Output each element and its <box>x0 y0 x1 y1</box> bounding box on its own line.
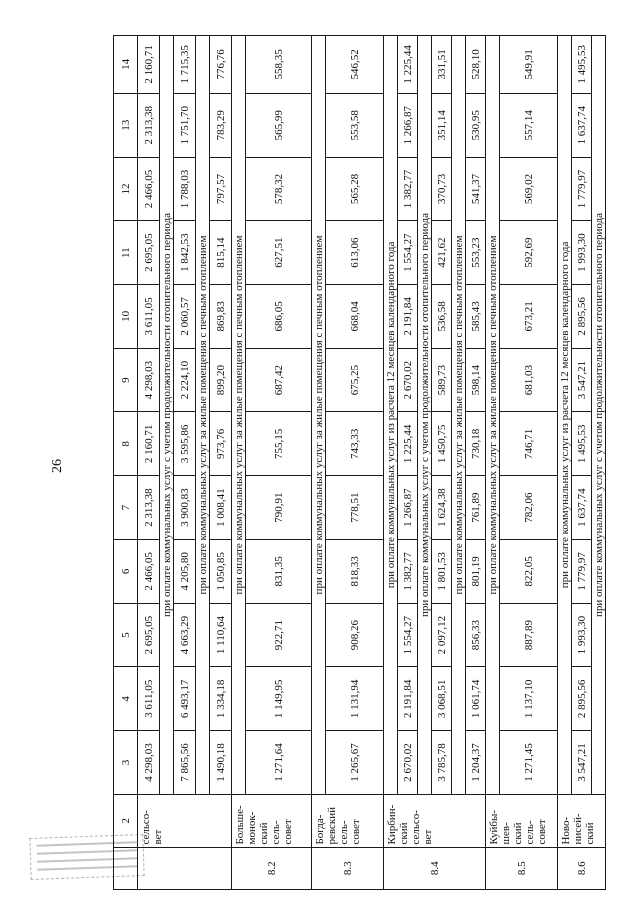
value-cell: 818,33 <box>326 539 384 603</box>
value-cell: 2 895,56 <box>572 667 592 731</box>
value-cell: 1 008,41 <box>210 476 232 540</box>
column-number: 12 <box>114 157 138 221</box>
value-cell: 2 191,84 <box>398 667 418 731</box>
note-row-text: при оплате коммунальных услуг из расчета 12 месяцев календарного года <box>384 36 398 795</box>
value-cell: 1 061,74 <box>466 667 486 731</box>
note-row <box>486 36 500 890</box>
column-number: 3 <box>114 731 138 795</box>
value-cell: 1 265,67 <box>326 731 384 795</box>
value-cell: 1 495,53 <box>572 36 592 94</box>
value-cell: 1 801,53 <box>432 539 452 603</box>
value-cell: 746,71 <box>500 412 558 476</box>
value-cell: 1 382,77 <box>398 157 418 221</box>
value-cell: 797,57 <box>210 157 232 221</box>
value-cell: 541,37 <box>466 157 486 221</box>
table-row <box>572 36 592 890</box>
column-number: 8 <box>114 412 138 476</box>
value-cell: 3 785,78 <box>432 731 452 795</box>
row-number-cell <box>138 847 232 889</box>
value-cell: 2 160,71 <box>138 36 160 94</box>
value-cell: 1 554,27 <box>398 221 418 285</box>
value-cell: 1 131,94 <box>326 667 384 731</box>
value-cell: 1 204,37 <box>466 731 486 795</box>
value-cell: 1 137,10 <box>500 667 558 731</box>
value-cell: 1 450,75 <box>432 412 452 476</box>
value-cell: 908,26 <box>326 603 384 667</box>
value-cell: 370,73 <box>432 157 452 221</box>
table-row <box>432 36 452 890</box>
table-row <box>246 36 312 890</box>
note-row <box>418 36 432 890</box>
value-cell: 1 637,74 <box>572 93 592 157</box>
value-cell: 776,76 <box>210 36 232 94</box>
value-cell: 589,73 <box>432 348 452 412</box>
value-cell: 856,33 <box>466 603 486 667</box>
value-cell: 761,89 <box>466 476 486 540</box>
value-cell: 1 637,74 <box>572 476 592 540</box>
value-cell: 899,20 <box>210 348 232 412</box>
value-cell: 557,14 <box>500 93 558 157</box>
settlement-name: Куйбы- шев- ский сель- совет <box>486 794 558 847</box>
note-row-text: при оплате коммунальных услуг за жилые помещения с печным отоплением <box>312 36 326 795</box>
value-cell: 675,25 <box>326 348 384 412</box>
note-row-text: при оплате коммунальных услуг за жилые помещения с печным отоплением <box>196 36 210 795</box>
value-cell: 421,62 <box>432 221 452 285</box>
value-cell: 2 313,38 <box>138 93 160 157</box>
value-cell: 1 050,85 <box>210 539 232 603</box>
value-cell: 922,71 <box>246 603 312 667</box>
value-cell: 3 547,21 <box>572 731 592 795</box>
value-cell: 3 611,05 <box>138 285 160 349</box>
value-cell: 1 624,38 <box>432 476 452 540</box>
header-row <box>114 36 138 890</box>
value-cell: 869,83 <box>210 285 232 349</box>
value-cell: 1 842,53 <box>174 221 196 285</box>
row-number-cell: 8.3 <box>312 847 384 889</box>
value-cell: 549,91 <box>500 36 558 94</box>
page-number: 26 <box>50 459 65 473</box>
value-cell: 627,51 <box>246 221 312 285</box>
value-cell: 585,43 <box>466 285 486 349</box>
table-row <box>326 36 384 890</box>
value-cell: 546,52 <box>326 36 384 94</box>
note-row <box>160 36 174 890</box>
value-cell: 553,58 <box>326 93 384 157</box>
value-cell: 2 097,12 <box>432 603 452 667</box>
value-cell: 673,21 <box>500 285 558 349</box>
value-cell: 1 110,64 <box>210 603 232 667</box>
value-cell: 1 715,35 <box>174 36 196 94</box>
note-row-text: при оплате коммунальных услуг за жилые помещения с печным отоплением <box>452 36 466 795</box>
value-cell: 686,05 <box>246 285 312 349</box>
value-cell: 2 895,56 <box>572 285 592 349</box>
column-number: 13 <box>114 93 138 157</box>
value-cell: 4 298,03 <box>138 731 160 795</box>
value-cell: 7 865,56 <box>174 731 196 795</box>
value-cell: 592,69 <box>500 221 558 285</box>
note-row-text: при оплате коммунальных услуг с учетом продолжительности отопительного периода <box>160 36 174 795</box>
value-cell: 2 466,05 <box>138 157 160 221</box>
value-cell: 1 334,18 <box>210 667 232 731</box>
value-cell: 1 271,64 <box>246 731 312 795</box>
value-cell: 1 751,70 <box>174 93 196 157</box>
value-cell: 2 670,02 <box>398 348 418 412</box>
value-cell: 613,06 <box>326 221 384 285</box>
value-cell: 1 495,53 <box>572 412 592 476</box>
value-cell: 3 611,05 <box>138 667 160 731</box>
value-cell: 1 149,95 <box>246 667 312 731</box>
value-cell: 790,91 <box>246 476 312 540</box>
value-cell: 1 271,45 <box>500 731 558 795</box>
column-number: 9 <box>114 348 138 412</box>
column-number: 7 <box>114 476 138 540</box>
value-cell: 1 554,27 <box>398 603 418 667</box>
value-cell: 1 382,77 <box>398 539 418 603</box>
value-cell: 2 060,57 <box>174 285 196 349</box>
settlement-name: Больше- монок- ский сель- совет <box>232 794 312 847</box>
value-cell: 1 490,18 <box>210 731 232 795</box>
value-cell: 2 313,38 <box>138 476 160 540</box>
value-cell: 3 595,86 <box>174 412 196 476</box>
value-cell: 3 900,83 <box>174 476 196 540</box>
column-number: 2 <box>114 794 138 847</box>
value-cell: 2 670,02 <box>398 731 418 795</box>
value-cell: 1 788,03 <box>174 157 196 221</box>
tariff-table <box>113 35 606 890</box>
value-cell: 778,51 <box>326 476 384 540</box>
note-row <box>232 36 246 890</box>
note-row-text: при оплате коммунальных услуг с учетом продолжительности отопительного периода <box>418 36 432 795</box>
note-row-text: при оплате коммунальных услуг из расчета 12 месяцев календарного года <box>558 36 572 795</box>
note-row <box>558 36 572 890</box>
table-row <box>466 36 486 890</box>
table-row <box>138 36 160 890</box>
value-cell: 4 298,03 <box>138 348 160 412</box>
value-cell: 565,28 <box>326 157 384 221</box>
column-number: 6 <box>114 539 138 603</box>
value-cell: 687,42 <box>246 348 312 412</box>
note-row <box>592 36 606 890</box>
note-row-text: при оплате коммунальных услуг за жилые помещения с печным отоплением <box>232 36 246 795</box>
row-number-cell: 8.5 <box>486 847 558 889</box>
value-cell: 1 993,30 <box>572 221 592 285</box>
note-row <box>384 36 398 890</box>
value-cell: 1 779,97 <box>572 539 592 603</box>
value-cell: 1 266,87 <box>398 93 418 157</box>
row-number-cell: 8.2 <box>232 847 312 889</box>
column-number: 14 <box>114 36 138 94</box>
value-cell: 553,23 <box>466 221 486 285</box>
table-row <box>398 36 418 890</box>
note-row-text: при оплате коммунальных услуг за жилые помещения с печным отоплением <box>486 36 500 795</box>
value-cell: 528,10 <box>466 36 486 94</box>
column-number: 4 <box>114 667 138 731</box>
value-cell: 4 205,80 <box>174 539 196 603</box>
value-cell: 569,02 <box>500 157 558 221</box>
settlement-name: сельсо- вет <box>138 794 232 847</box>
value-cell: 558,35 <box>246 36 312 94</box>
note-row <box>452 36 466 890</box>
column-number: 11 <box>114 221 138 285</box>
value-cell: 783,29 <box>210 93 232 157</box>
note-row <box>312 36 326 890</box>
table-row <box>210 36 232 890</box>
settlement-name: Богда- ревский сель- совет <box>312 794 384 847</box>
value-cell: 2 191,84 <box>398 285 418 349</box>
value-cell: 2 160,71 <box>138 412 160 476</box>
column-number <box>114 847 138 889</box>
value-cell: 2 224,10 <box>174 348 196 412</box>
value-cell: 801,19 <box>466 539 486 603</box>
value-cell: 730,18 <box>466 412 486 476</box>
value-cell: 782,06 <box>500 476 558 540</box>
value-cell: 1 225,44 <box>398 412 418 476</box>
value-cell: 1 225,44 <box>398 36 418 94</box>
value-cell: 831,35 <box>246 539 312 603</box>
note-row-text: при оплате коммунальных услуг с учетом продолжительности отопительного периода <box>592 36 606 795</box>
value-cell: 2 695,05 <box>138 603 160 667</box>
value-cell: 1 993,30 <box>572 603 592 667</box>
row-number-cell: 8.6 <box>558 847 606 889</box>
value-cell: 3 068,51 <box>432 667 452 731</box>
value-cell: 331,51 <box>432 36 452 94</box>
value-cell: 1 779,97 <box>572 157 592 221</box>
column-number: 5 <box>114 603 138 667</box>
table-row <box>174 36 196 890</box>
value-cell: 6 493,17 <box>174 667 196 731</box>
value-cell: 815,14 <box>210 221 232 285</box>
value-cell: 530,95 <box>466 93 486 157</box>
value-cell: 351,14 <box>432 93 452 157</box>
value-cell: 536,58 <box>432 285 452 349</box>
value-cell: 2 466,05 <box>138 539 160 603</box>
value-cell: 681,03 <box>500 348 558 412</box>
value-cell: 887,89 <box>500 603 558 667</box>
value-cell: 578,32 <box>246 157 312 221</box>
table-row <box>500 36 558 890</box>
rotated-table-wrapper <box>113 35 605 890</box>
value-cell: 973,76 <box>210 412 232 476</box>
value-cell: 4 663,29 <box>174 603 196 667</box>
value-cell: 2 695,05 <box>138 221 160 285</box>
value-cell: 1 266,87 <box>398 476 418 540</box>
value-cell: 598,14 <box>466 348 486 412</box>
row-number-cell: 8.4 <box>384 847 486 889</box>
value-cell: 743,33 <box>326 412 384 476</box>
value-cell: 3 547,21 <box>572 348 592 412</box>
value-cell: 822,05 <box>500 539 558 603</box>
value-cell: 755,15 <box>246 412 312 476</box>
settlement-name: Кирбин- ский сельсо- вет <box>384 794 486 847</box>
value-cell: 668,04 <box>326 285 384 349</box>
settlement-name: Ново- нисей- ский <box>558 794 606 847</box>
value-cell: 565,99 <box>246 93 312 157</box>
note-row <box>196 36 210 890</box>
column-number: 10 <box>114 285 138 349</box>
